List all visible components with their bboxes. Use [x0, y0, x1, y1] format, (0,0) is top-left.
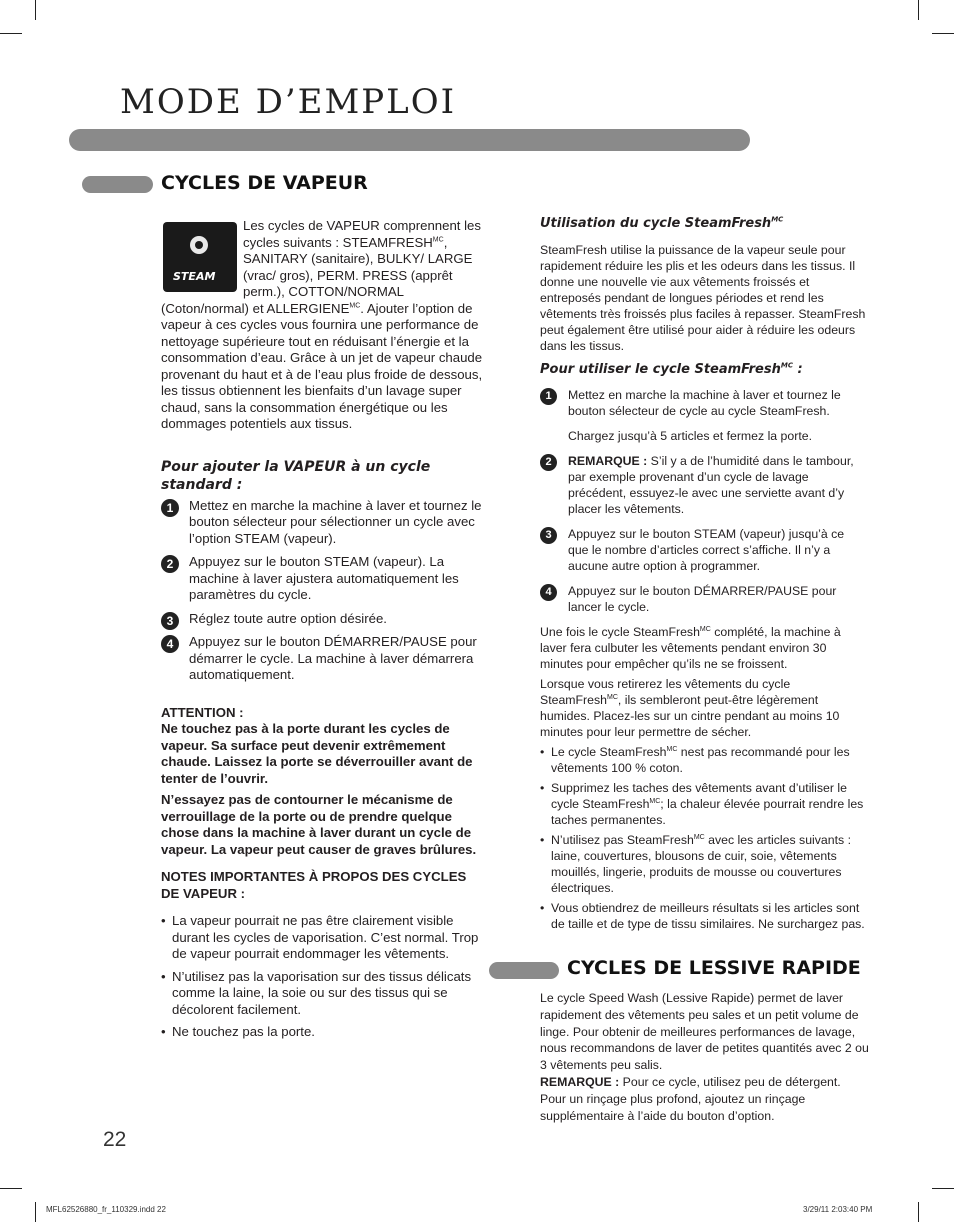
step-item: 1 Mettez en marche la machine à laver et tournez le bouton sélecteur de cycle au cycle SteamFresh.: [540, 387, 868, 419]
page-number: 22: [103, 1128, 127, 1151]
step-item: 3 Réglez toute autre option désirée.: [161, 611, 488, 628]
list-item: • N’utilisez pas SteamFresh$^{MC}$ avec les articles suivants : laine, couvertures, blousons de cuir, soie, vêtements mouillés, lingerie, produits de mousse ou couvertures électriques.: [540, 833, 851, 895]
add-steam-subtitle: Pour ajouter la VAPEUR à un cycle standard :: [161, 458, 431, 493]
crop-mark: [932, 33, 954, 34]
notes-title: NOTES IMPORTANTES À PROPOS DES CYCLES DE VAPEUR :: [161, 869, 467, 901]
list-item: • Supprimez les taches des vêtements avant d’utiliser le cycle SteamFresh$^{MC}$; la chaleur élevée pourrait rendre les taches permanentes.: [540, 781, 864, 827]
section-marker-pill: [82, 176, 153, 193]
list-item: • La vapeur pourrait ne pas être clairement visible durant les cycles de vaporisation. C’est normal. Trop de vapeur pourrait endommager les vêtements.: [161, 913, 479, 961]
list-item: • Vous obtiendrez de meilleurs résultats si les articles sont de taille et de type de tissu similaires. Ne surchargez pas.: [540, 901, 865, 931]
step-item: 4 Appuyez sur le bouton DÉMARRER/PAUSE pour lancer le cycle.: [540, 583, 868, 615]
step-item: 4 Appuyez sur le bouton DÉMARRER/PAUSE pour démarrer le cycle. La machine à laver démarrera automatiquement.: [161, 634, 488, 684]
left-column: [161, 218, 488, 1041]
crop-mark: [35, 1202, 36, 1222]
attention-text: N’essayez pas de contourner le mécanisme de verrouillage de la porte ou de prendre quelque chose dans la machine à laver durant un cycle de vapeur. La vapeur peut causer de graves brûlures.: [161, 792, 477, 857]
steamfresh-use-subtitle: Pour utiliser le cycle SteamFresh$^{MC}$ :: [540, 361, 803, 377]
speed-wash-note: REMARQUE : Pour ce cycle, utilisez peu de détergent. Pour un rinçage plus profond, ajoutez un rinçage supplémentaire à l’aide du bouton d’option.: [540, 1074, 841, 1123]
title-divider-bar: [69, 129, 750, 151]
notes-list: [161, 913, 488, 1041]
icon-float-spacer: [161, 218, 243, 291]
list-item: • N’utilisez pas la vaporisation sur des tissus délicats comme la laine, la soie ou sur des tissus qui se décolorent facilement.: [161, 968, 472, 1017]
crop-mark: [0, 1188, 22, 1189]
steamfresh-remove: Lorsque vous retirerez les vêtements du cycle SteamFresh$^{MC}$, ils sembleront peut-être légèrement humides. Placez-les sur un cintre pendant au moins 10 minutes pour leur permettre de sécher.: [540, 677, 840, 739]
crop-mark: [918, 1202, 919, 1222]
section-heading-speed-wash: CYCLES DE LESSIVE RAPIDE: [567, 957, 861, 979]
attention-text: Ne touchez pas à la porte durant les cycles de vapeur. Sa surface peut devenir extrêmement chaude. Laissez la porte se déverrouiller avant de tenter de l’ouvrir.: [161, 721, 473, 786]
steamfresh-notes: [540, 744, 868, 932]
crop-mark: [918, 0, 919, 20]
step-note: Chargez jusqu’à 5 articles et fermez la porte.: [568, 429, 813, 443]
step-item: 3 Appuyez sur le bouton STEAM (vapeur) jusqu’à ce que le nombre d’articles correct s’affiche. Il n’y a aucune autre option à programmer.: [540, 526, 868, 574]
crop-mark: [932, 1188, 954, 1189]
right-column: [540, 216, 868, 932]
list-item: • Le cycle SteamFresh$^{MC}$ nest pas recommandé pour les vêtements 100 % coton.: [540, 745, 850, 775]
page-title: MODE D’EMPLOI: [120, 82, 457, 122]
section-heading-steam: CYCLES DE VAPEUR: [161, 172, 368, 194]
attention-label: ATTENTION :: [161, 704, 244, 720]
step-item: 1 Mettez en marche la machine à laver et tournez le bouton sélecteur pour sélectionner un cycle avec l’option STEAM (vapeur).: [161, 498, 488, 548]
steamfresh-subtitle: Utilisation du cycle SteamFresh$^{MC}$: [540, 215, 784, 231]
section-marker-pill: [489, 962, 559, 979]
add-steam-steps: [161, 498, 488, 684]
steam-intro: Les cycles de VAPEUR comprennent les cycles suivants : $STEAMFRESH^{MC}$, SANITARY (sanitaire), BULKY/ LARGE (vrac/ gros), PERM. PRESS (apprêt perm.), COTTON/NORMAL (Coton/normal) et $ALLERGIENE^{MC}$. Ajouter l’option de vapeur à ces cycles vous fournira une performance de nettoyage supérieure tout en réduisant l’énergie et la consommation d’eau. Grâce à un jet de vapeur chaude provenant du haut et à de l’eau plus froide de dessous, les tissus obtiennent les bienfaits d’un lavage super chaud, sans la consommation énergétique ou les dommages potentiels aux tissus.: [161, 218, 483, 431]
speed-wash-body: Le cycle Speed Wash (Lessive Rapide) permet de laver rapidement des vêtements peu sales et un petit volume de linge. Pour obtenir de meilleures performances de lavage, nous recommandons de laver de petites quantités avec 2 ou 3 vêtements peu salis. REMARQUE : Pour ce cycle, utilisez peu de détergent. Pour un rinçage plus profond, ajoutez un rinçage supplémentaire à l’aide du bouton d’option.: [540, 991, 869, 1123]
footer-file-name: MFL62526880_fr_110329.indd 22: [46, 1205, 166, 1214]
crop-mark: [0, 33, 22, 34]
steamfresh-after: Une fois le cycle SteamFresh$^{MC}$ complété, la machine à laver fera culbuter les vêtements pendant environ 30 minutes pour empêcher qu’ils ne se froissent.: [540, 625, 841, 671]
crop-mark: [35, 0, 36, 20]
list-item: • Ne touchez pas la porte.: [161, 1024, 315, 1039]
footer-date: 3/29/11 2:03:40 PM: [803, 1205, 873, 1214]
step-item: 2 REMARQUE : S’il y a de l’humidité dans le tambour, par exemple provenant d’un cycle de lavage précédent, essuyez-le avec une serviette avant d’y placer les vêtements.: [540, 453, 868, 517]
steamfresh-intro: SteamFresh utilise la puissance de la vapeur seule pour rapidement réduire les plis et les odeurs dans les tissus. Il donne une nouvelle vie aux vêtements froissés et entreposés pendant de longues périodes et rend les vêtements très froissés plus faciles à repasser. SteamFresh peut également être utilisé pour aider à réduire les odeurs dans les tissus.: [540, 243, 866, 353]
step-item: 2 Appuyez sur le bouton STEAM (vapeur). La machine à laver ajustera automatiquement les paramètres du cycle.: [161, 554, 488, 604]
steam-icon-label: STEAM: [173, 270, 216, 283]
